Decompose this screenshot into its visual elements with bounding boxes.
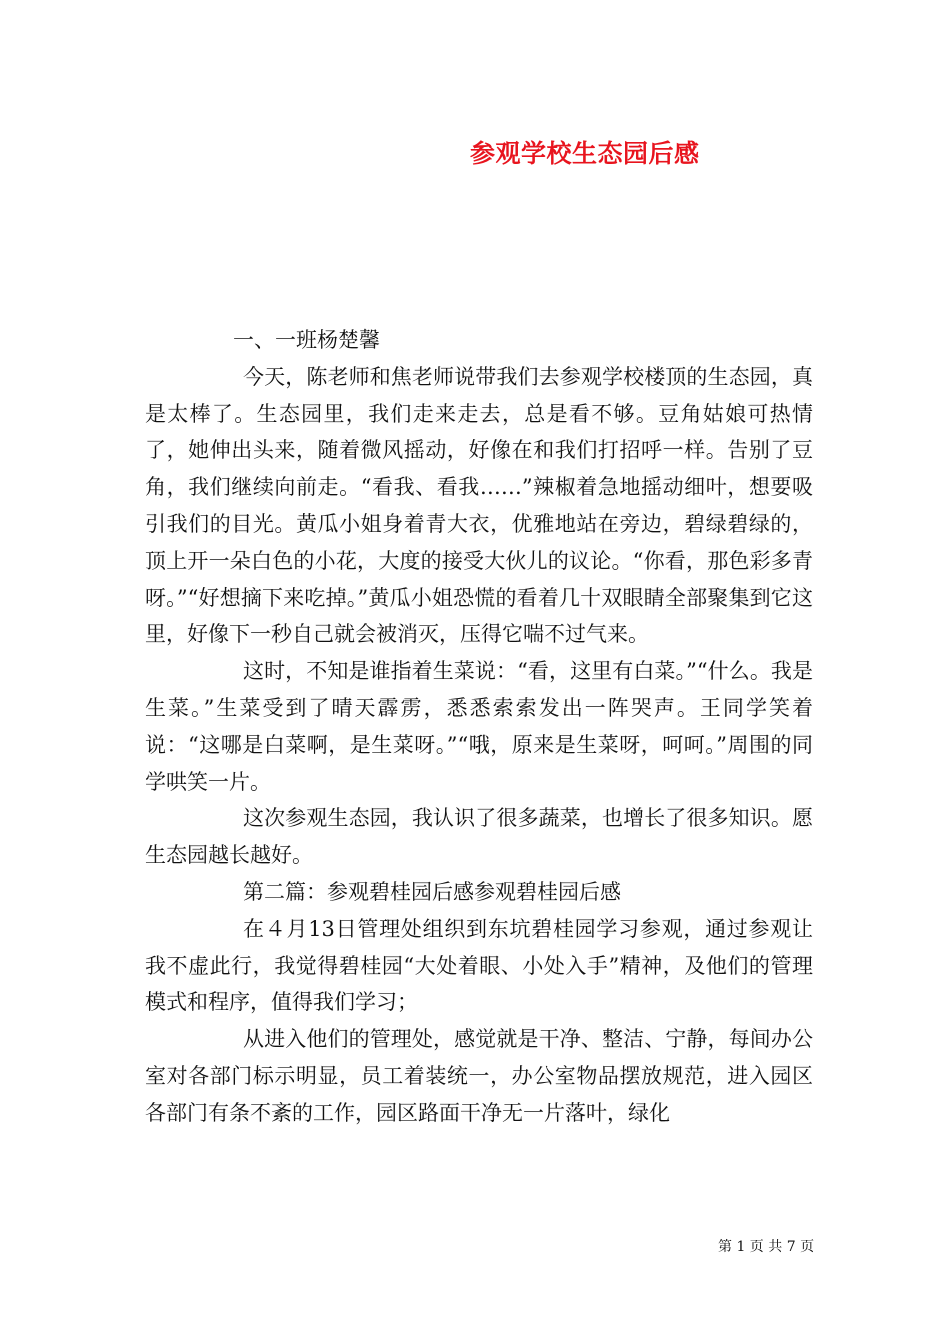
document-body <box>145 322 813 1132</box>
page-number-footer: 第 1 页 共 7 页 <box>718 1239 815 1255</box>
page-title: 参观学校生态园后感 <box>470 139 700 168</box>
paragraph: 这次参观生态园，我认识了很多蔬菜，也增长了很多知识。愿生态园越长越好。 <box>145 806 813 868</box>
section-two-heading: 第二篇：参观碧桂园后感参观碧桂园后感 <box>243 879 621 904</box>
paragraph: 今天，陈老师和焦老师说带我们去参观学校楼顶的生态园，真是太棒了。生态园里，我们走来走去，总是看不够。豆角姑娘可热情了，她伸出头来，随着微风摇动，好像在和我们打招呼一样。告别了豆角，我们继续向前走。“看我、看我……”辣椒着急地摇动细叶，想要吸引我们的目光。黄瓜小姐身着青大衣，优雅地站在旁边，碧绿碧绿的，顶上开一朵白色的小花，大度的接受大伙儿的议论。“你看，那色彩多青呀。”“好想摘下来吃掉。”黄瓜小姐恐慌的看着几十双眼睛全部聚集到它这里，好像下一秒自己就会被消灭，压得它喘不过气来。 <box>145 364 813 647</box>
section-one-heading: 一、一班杨楚馨 <box>233 328 380 352</box>
paragraph: 在４月13日管理处组织到东坑碧桂园学习参观，通过参观让我不虚此行，我觉得碧桂园“大处着眼、小处入手”精神，及他们的管理模式和程序，值得我们学习； <box>145 916 813 1015</box>
paragraph: 从进入他们的管理处，感觉就是干净、整洁、宁静，每间办公室对各部门标示明显，员工着装统一，办公室物品摆放规范，进入园区各部门有条不紊的工作，园区路面干净无一片落叶，绿化 <box>145 1027 813 1125</box>
paragraph: 这时，不知是谁指着生菜说：“看，这里有白菜。”“什么。我是生菜。”生菜受到了晴天霹雳，悉悉索索发出一阵哭声。王同学笑着说：“这哪是白菜啊，是生菜呀。”“哦，原来是生菜呀，呵呵。”周围的同学哄笑一片。 <box>145 659 813 794</box>
